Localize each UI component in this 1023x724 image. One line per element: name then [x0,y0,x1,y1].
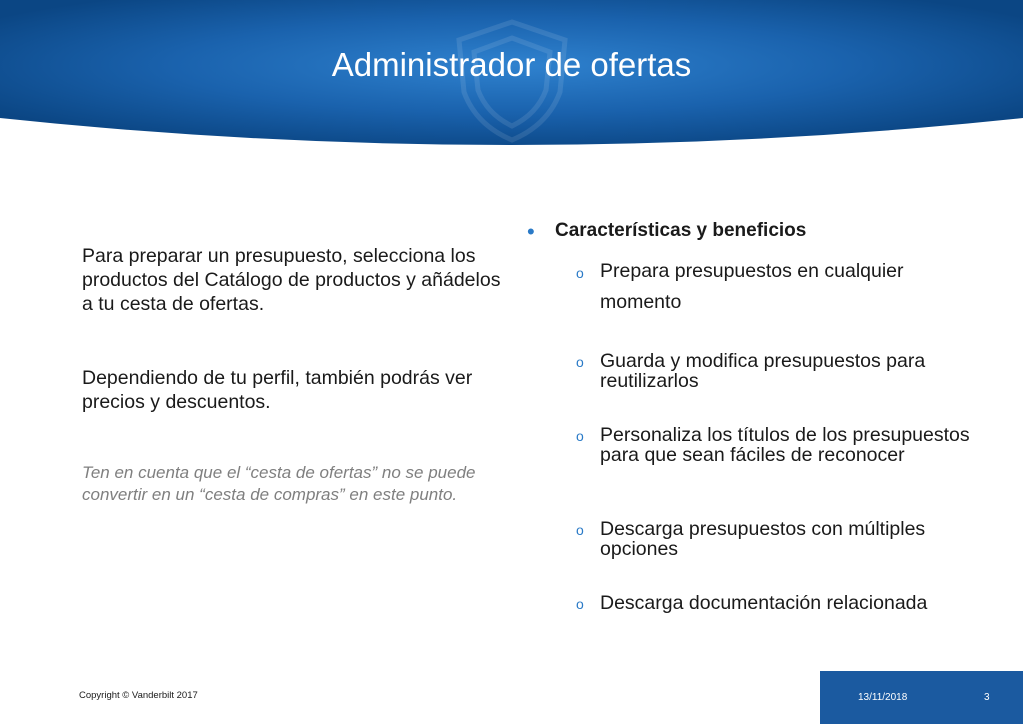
list-item-text: Personaliza los títulos de los presupuestos para que sean fáciles de reconocer [600,424,970,466]
list-item-text: Descarga presupuestos con múltiples opciones [600,518,926,560]
footer-box [820,671,1023,724]
note-paragraph: Ten en cuenta que el “cesta de ofertas” no se puede convertir en un “cesta de compras” en este punto. [82,463,476,504]
list-item-text: Guarda y modifica presupuestos para reutilizarlos [600,350,926,392]
circle-bullet-icon: o [576,596,584,612]
features-heading: Características y beneficios [555,220,807,241]
page-number: 3 [984,692,990,703]
circle-bullet-icon: o [576,354,584,370]
circle-bullet-icon: o [576,428,584,444]
list-item-text: Descarga documentación relacionada [600,592,928,614]
copyright-text: Copyright © Vanderbilt 2017 [79,690,198,701]
circle-bullet-icon: o [576,522,584,538]
list-item-text: Prepara presupuestos en cualquier momento [600,260,904,313]
circle-bullet-icon: o [576,265,584,281]
profile-paragraph: Dependiendo de tu perfil, también podrás ver precios y descuentos. [82,367,473,413]
footer-date: 13/11/2018 [858,692,908,703]
intro-paragraph: Para preparar un presupuesto, selecciona los productos del Catálogo de productos y añádelos a tu cesta de ofertas. [82,245,501,315]
slide-title: Administrador de ofertas [331,46,692,83]
bullet-icon: • [527,219,535,244]
